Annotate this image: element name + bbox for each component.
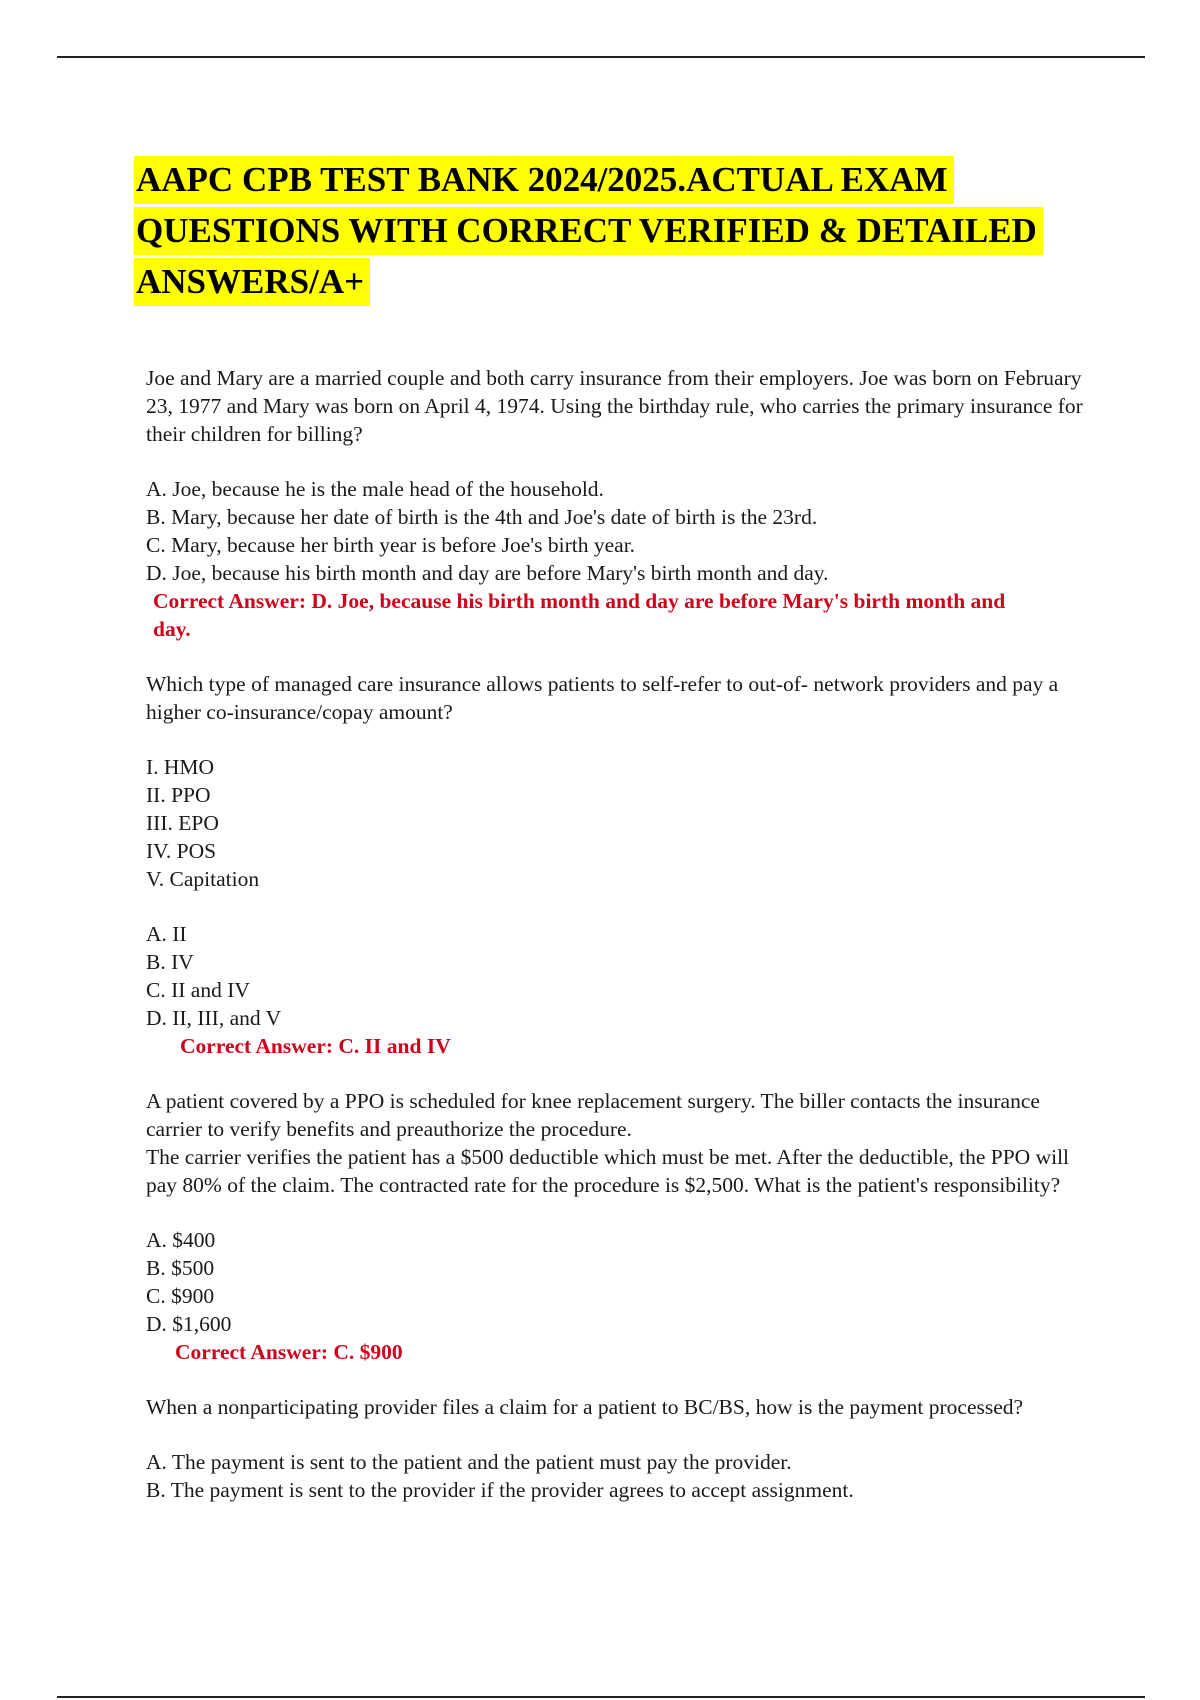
title-line-1: AAPC CPB TEST BANK 2024/2025.ACTUAL EXAM xyxy=(134,156,954,204)
question-2-item-3: III. EPO xyxy=(146,811,219,835)
question-3-option-d: D. $1,600 xyxy=(146,1312,232,1336)
question-1-text: Joe and Mary are a married couple and both carry insurance from their employers. Joe was born on February 23, 1977 and Mary was born on April 4, 1974. Using the birthday rule, who carries the primary insurance for their children for billing? xyxy=(146,366,1083,446)
document-title xyxy=(134,156,1134,309)
question-3-option-c: C. $900 xyxy=(146,1284,215,1308)
bottom-rule xyxy=(57,1696,1145,1698)
question-3-correct-answer: Correct Answer: C. $900 xyxy=(175,1340,403,1364)
question-3-text-1: A patient covered by a PPO is scheduled for knee replacement surgery. The biller contacts the insurance carrier to verify benefits and preauthorize the procedure. xyxy=(146,1089,1040,1141)
question-2-option-d: D. II, III, and V xyxy=(146,1006,282,1030)
question-1 xyxy=(146,364,1091,643)
question-3 xyxy=(146,1087,1091,1366)
question-3-text-2: The carrier verifies the patient has a $500 deductible which must be met. After the deductible, the PPO will pay 80% of the claim. The contracted rate for the procedure is $2,500. What is the patient's responsibility? xyxy=(146,1145,1070,1197)
question-1-option-b: B. Mary, because her date of birth is the 4th and Joe's date of birth is the 23rd. xyxy=(146,505,818,529)
question-2-option-b: B. IV xyxy=(146,950,194,974)
question-2 xyxy=(146,670,1091,1060)
question-1-option-a: A. Joe, because he is the male head of the household. xyxy=(146,477,604,501)
top-rule xyxy=(57,56,1145,58)
question-1-option-d: D. Joe, because his birth month and day are before Mary's birth month and day. xyxy=(146,561,829,585)
question-2-item-4: IV. POS xyxy=(146,839,217,863)
question-4-option-b: B. The payment is sent to the provider if the provider agrees to accept assignment. xyxy=(146,1478,854,1502)
question-4 xyxy=(146,1393,1091,1504)
question-3-option-a: A. $400 xyxy=(146,1228,216,1252)
question-4-option-a: A. The payment is sent to the patient and the patient must pay the provider. xyxy=(146,1450,792,1474)
questions-content xyxy=(146,364,1091,1504)
title-line-3: ANSWERS/A+ xyxy=(134,258,370,306)
question-4-text: When a nonparticipating provider files a claim for a patient to BC/BS, how is the payment processed? xyxy=(146,1395,1024,1419)
question-2-correct-answer: Correct Answer: C. II and IV xyxy=(180,1034,451,1058)
question-2-option-a: A. II xyxy=(146,922,187,946)
question-2-item-5: V. Capitation xyxy=(146,867,260,891)
question-1-correct-answer: Correct Answer: D. Joe, because his birth month and day are before Mary's birth month and day. xyxy=(153,589,1006,641)
question-2-option-c: C. II and IV xyxy=(146,978,250,1002)
title-line-2: QUESTIONS WITH CORRECT VERIFIED & DETAILED xyxy=(134,207,1043,255)
question-2-item-1: I. HMO xyxy=(146,755,215,779)
question-2-text: Which type of managed care insurance allows patients to self-refer to out-of- network providers and pay a higher co-insurance/copay amount? xyxy=(146,672,1059,724)
question-3-option-b: B. $500 xyxy=(146,1256,215,1280)
question-1-option-c: C. Mary, because her birth year is before Joe's birth year. xyxy=(146,533,636,557)
question-2-item-2: II. PPO xyxy=(146,783,211,807)
